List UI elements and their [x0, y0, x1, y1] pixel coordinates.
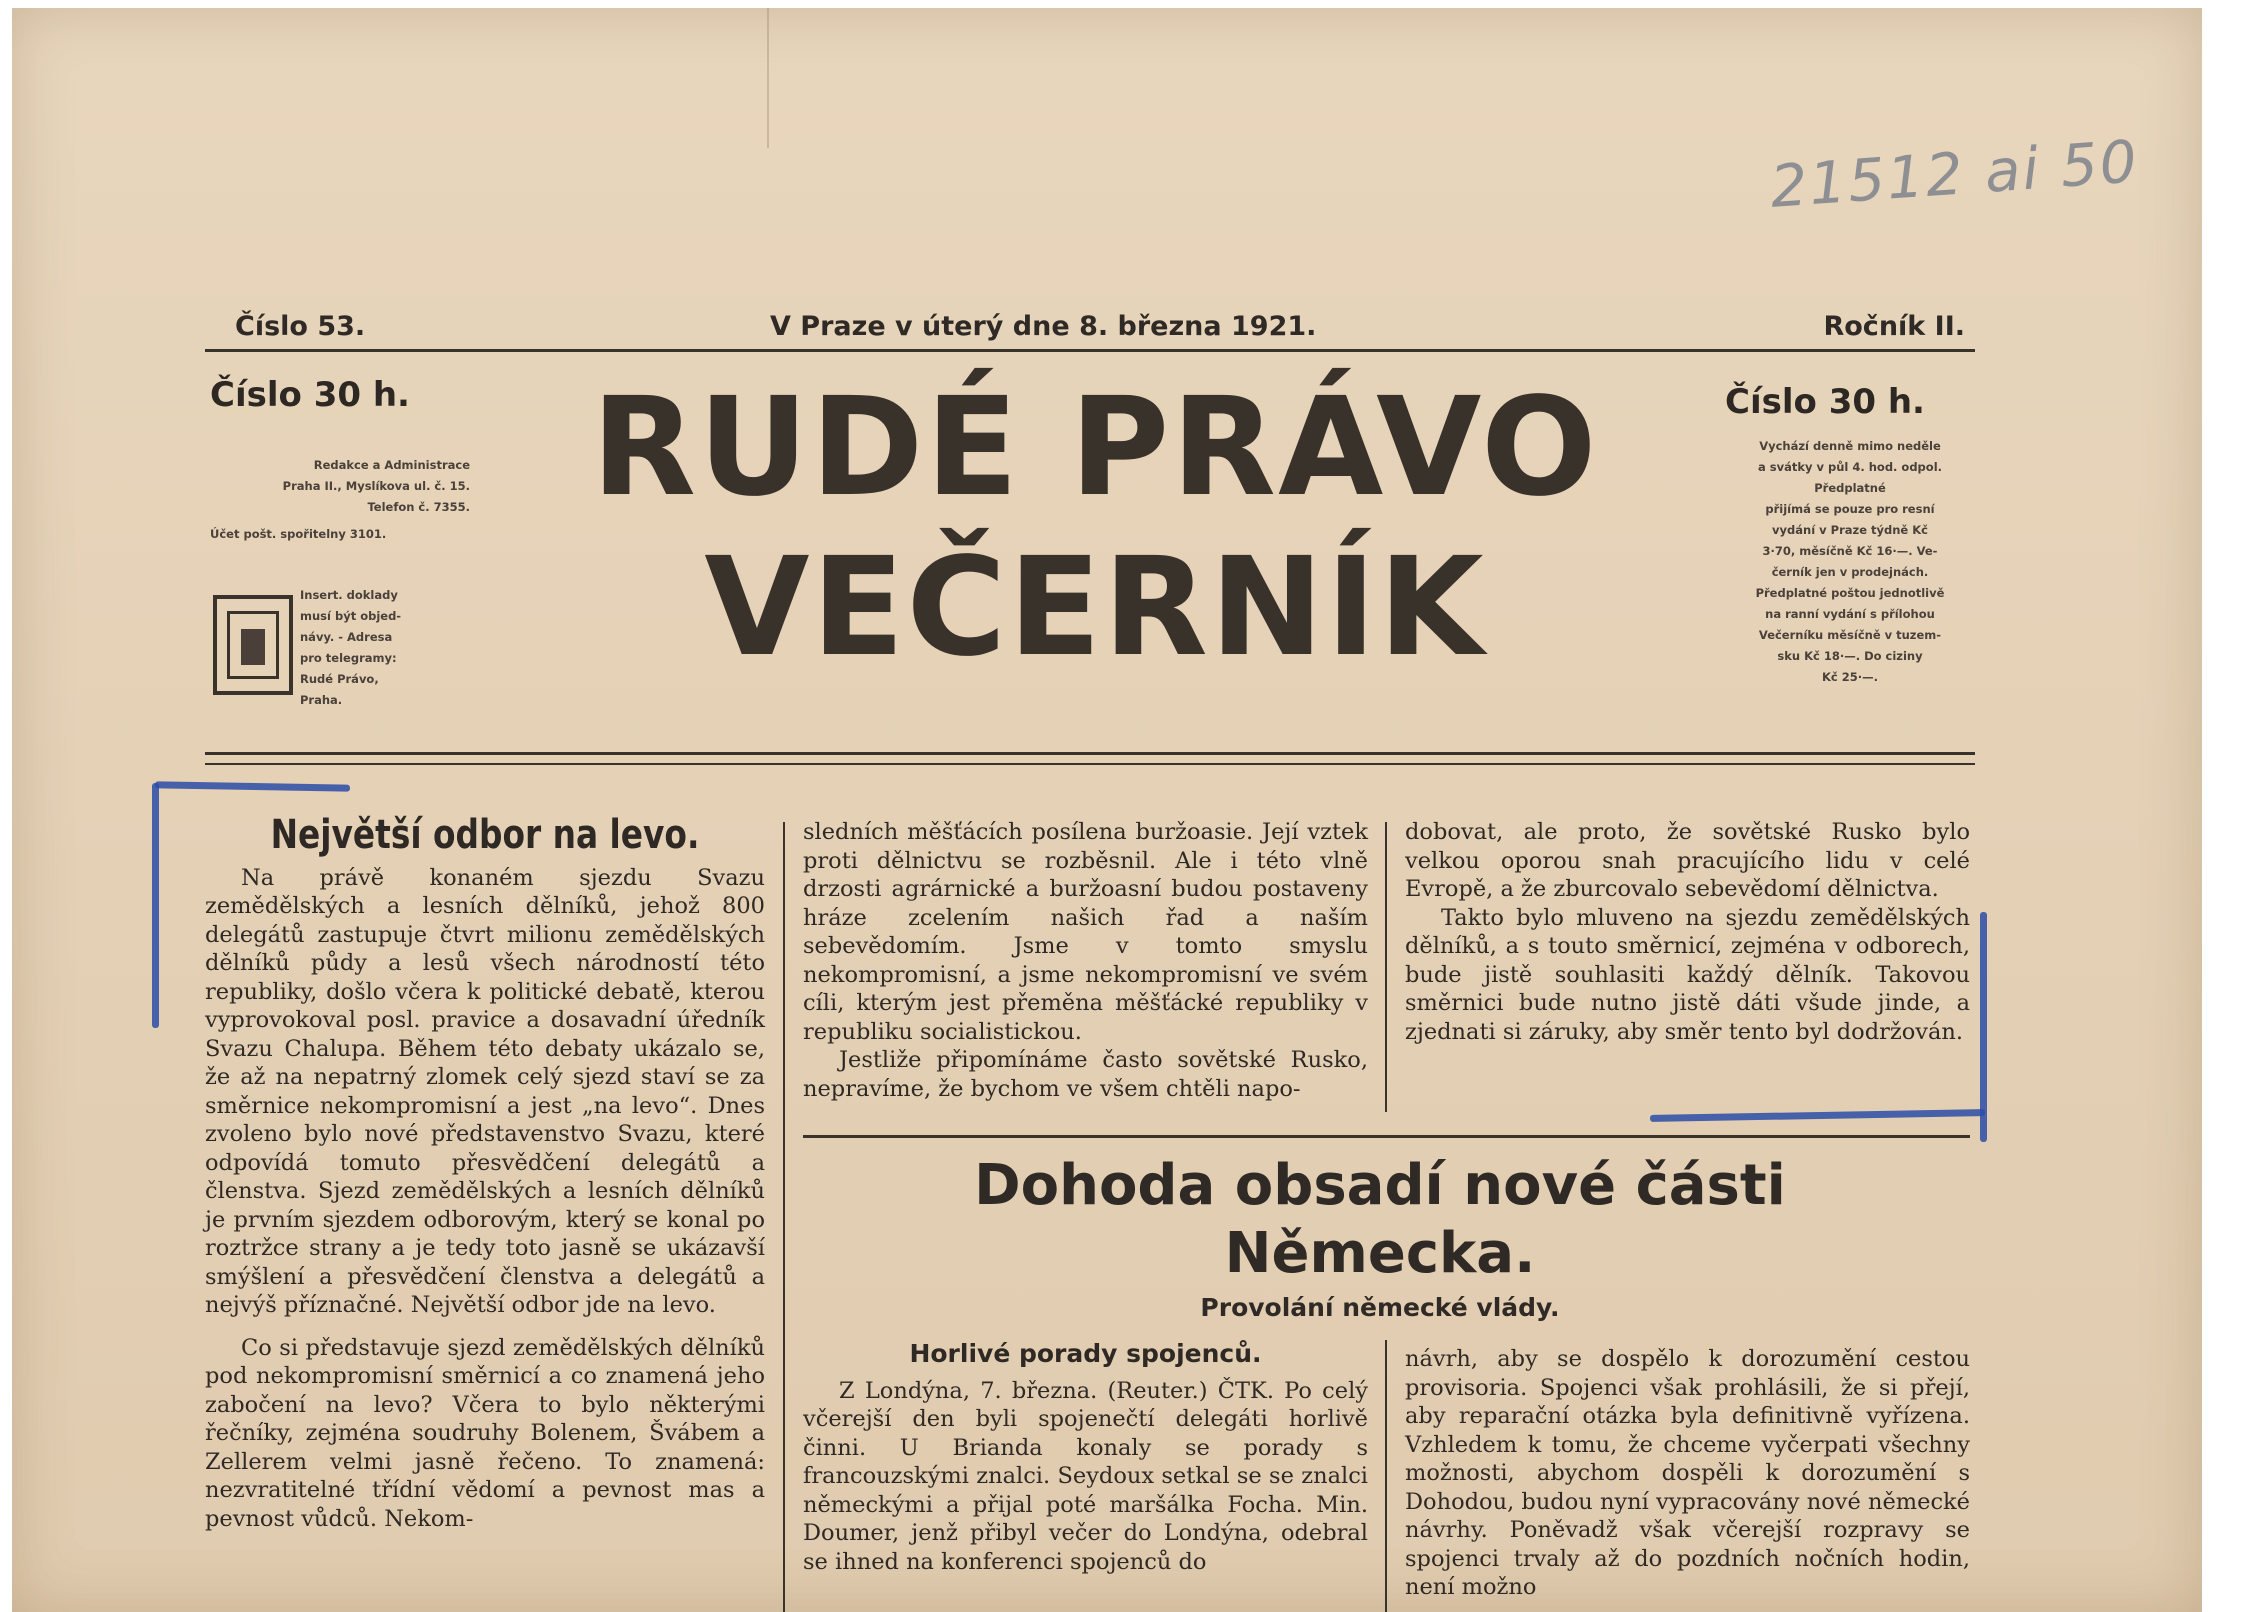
- article2-paragraph: Z Londýna, 7. března. (Reuter.) ČTK. Po celý včerejší den byli spojenečtí delegáti horlivě činni. U Brianda konaly se porady s francouzskými znalci. Seydoux setkal se se znalci německými a přijal poté maršálka Focha. Min. Doumer, jenž přibyl večer do Londýna, odebral se ihned na konferenci spojenců do: [803, 1377, 1368, 1575]
- right-ear: [1725, 382, 1975, 688]
- article2-col-left: [803, 1340, 1368, 1576]
- article2-headline-line1: Dohoda obsadí nové části: [974, 1153, 1786, 1218]
- seal-line: návy. - Adresa: [300, 630, 393, 644]
- seal-line: pro telegramy:: [300, 651, 397, 665]
- seal-emblem-icon: [213, 595, 293, 695]
- article1-col2: [803, 818, 1368, 1103]
- left-ear-line: Telefon č. 7355.: [367, 500, 470, 514]
- header-line: [205, 305, 1975, 352]
- article1-headline: Největší odbor na levo.: [270, 812, 700, 858]
- seal-line: Insert. doklady: [300, 588, 398, 602]
- article2-paragraph: návrh, aby se dospělo k dorozumění cestou provisoria. Spojenci však prohlásili, že si přejí, aby reparační otázka byla definitivně vyřízena. Vzhledem k tomu, že chceme vyčerpati všechny možnosti, abychom dospěli k dorozumění s Dohodou, budou nyní vypracovány nové německé návrhy. Poněvadž však včerejší rozpravy se spojenci trvaly až do pozdních nočních hodin, není možno: [1405, 1346, 1970, 1600]
- article1-paragraph: Takto bylo mluveno na sjezdu zemědělských dělníků, a s touto směrnicí, zejména v odborech, bude jistě souhlasiti každý dělník. Takovou směrnici bude nutno jistě dáti všude jinde, a zjednati si záruky, aby směr tento byl dodržován.: [1405, 904, 1970, 1045]
- masthead-line1: RUDÉ PRÁVO: [591, 369, 1599, 527]
- left-ear-seal-text: [300, 585, 470, 711]
- issue-number: Číslo 53.: [235, 311, 366, 342]
- left-ear: [210, 375, 470, 545]
- article2-headline: [815, 1152, 1945, 1288]
- section-rule: [803, 1135, 1970, 1138]
- masthead-line2: VEČERNÍK: [704, 529, 1486, 687]
- right-ear-line: na ranní vydání s přílohou: [1765, 607, 1935, 621]
- right-ear-line: Kč 25·—.: [1822, 670, 1878, 684]
- dateline: V Praze v úterý dne 8. března 1921.: [770, 311, 1317, 342]
- column-rule: [783, 822, 785, 1612]
- blue-pencil-mark: [152, 783, 159, 1028]
- article1-paragraph: Na právě konaném sjezdu Svazu zemědělských a lesních dělníků, jehož 800 delegátů zastupuje čtvrt milionu zemědělských dělníků půdy a lesů všech národností této republiky, došlo včera k politické debatě, kterou vyprovokoval posl. pravice a dosavadní úředník Svazu Chalupa. Během této debaty ukázalo se, že až na nepatrný zlomek celý sjezd staví se za směrnice nekompromisní a jest „na levo“. Dnes zvoleno bylo nové představenstvo Svazu, které odpovídá tomuto přesvědčení delegátů a členstva. Sjezd zemědělských a lesních dělníků je prvním sjezdem odborovým, který se konal po roztržce strany a je tedy toto jasně se ukázavší smýšlení a přesvědčení členstva a delegátů a nejvýš příznačné. Největší odbor jde na levo.: [205, 864, 765, 1318]
- left-ear-info: [210, 455, 470, 545]
- volume: Ročník II.: [1823, 311, 1965, 342]
- right-ear-line: černík jen v prodejnách.: [1771, 565, 1929, 579]
- article1-paragraph: Jestliže připomínáme často sovětské Rusko, nepravíme, že bychom ve všem chtěli napo-: [803, 1047, 1368, 1102]
- right-ear-line: Předplatné poštou jednotlivě: [1755, 586, 1945, 600]
- right-ear-line: Večerníku měsíčně v tuzem-: [1758, 628, 1942, 642]
- seal-line: Praha.: [300, 693, 343, 707]
- article1-paragraph: Co si představuje sjezd zemědělských dělníků pod nekompromisní směrnicí a co znamená jeho zabočení na levo? Včera to bylo některými řečníky, zejména soudruhy Bolenem, Švábem a Zellerem velmi jasně řečeno. To znamená: nezvratitelné třídní vědomí a pevnost mas a pevnost vůdců. Nekom-: [205, 1334, 765, 1532]
- article1-paragraph: dobovat, ale proto, že sovětské Rusko bylo velkou oporou snah pracujícího lidu v celé Evropě, a že zburcovalo sebevědomí dělnictva.: [1405, 819, 1970, 902]
- column-rule: [1385, 1340, 1387, 1612]
- seal-line: musí být objed-: [300, 609, 402, 623]
- seal-line: Rudé Právo,: [300, 672, 379, 686]
- right-ear-line: sku Kč 18·—. Do ciziny: [1777, 649, 1923, 663]
- article1-paragraph: sledních měšťácích posílena buržoasie. Její vztek proti dělnictvu se rozběsnil. Ale i této vlně drzosti agrárnické a buržoasní budou postaveny hráze zcelením našich řad a naším sebevědomím. Jsme v tomto smyslu nekompromisní, a jsme nekompromisní ve svém cíli, kterým jest přeměna měšťácké republiky v republiku socialistickou.: [803, 819, 1368, 1045]
- right-ear-line: 3·70, měsíčně Kč 16·—. Ve-: [1762, 544, 1938, 558]
- right-ear-line: Předplatné: [1814, 481, 1886, 495]
- article2-headline-line2: Německa.: [1224, 1221, 1536, 1286]
- left-ear-line: Praha II., Myslíkova ul. č. 15.: [282, 479, 470, 493]
- masthead: [480, 368, 1710, 688]
- right-ear-line: vydání v Praze týdně Kč: [1772, 523, 1928, 537]
- article2-section-head: Horlivé porady spojenců.: [909, 1339, 1262, 1368]
- blue-pencil-mark: [1980, 912, 1987, 1142]
- fold-crease: [767, 8, 769, 148]
- article2-col-right: [1405, 1345, 1970, 1602]
- left-ear-price: Číslo 30 h.: [210, 375, 410, 415]
- masthead-rule: [205, 752, 1975, 765]
- article2-subhead: Provolání německé vlády.: [1200, 1293, 1560, 1322]
- handwritten-note: 21512 ai 50: [1768, 127, 2141, 221]
- left-ear-line: Účet pošt. spořitelny 3101.: [210, 527, 387, 541]
- right-ear-price: Číslo 30 h.: [1725, 382, 1925, 422]
- article1-col3: [1405, 818, 1970, 1046]
- column-rule: [1385, 822, 1387, 1112]
- left-ear-line: Redakce a Administrace: [313, 458, 470, 472]
- right-ear-line: přijímá se pouze pro resní: [1765, 502, 1935, 516]
- article1-col1: [205, 812, 765, 1533]
- right-ear-line: Vychází denně mimo neděle: [1759, 439, 1941, 453]
- right-ear-info: [1725, 436, 1975, 688]
- right-ear-line: a svátky v půl 4. hod. odpol.: [1757, 460, 1943, 474]
